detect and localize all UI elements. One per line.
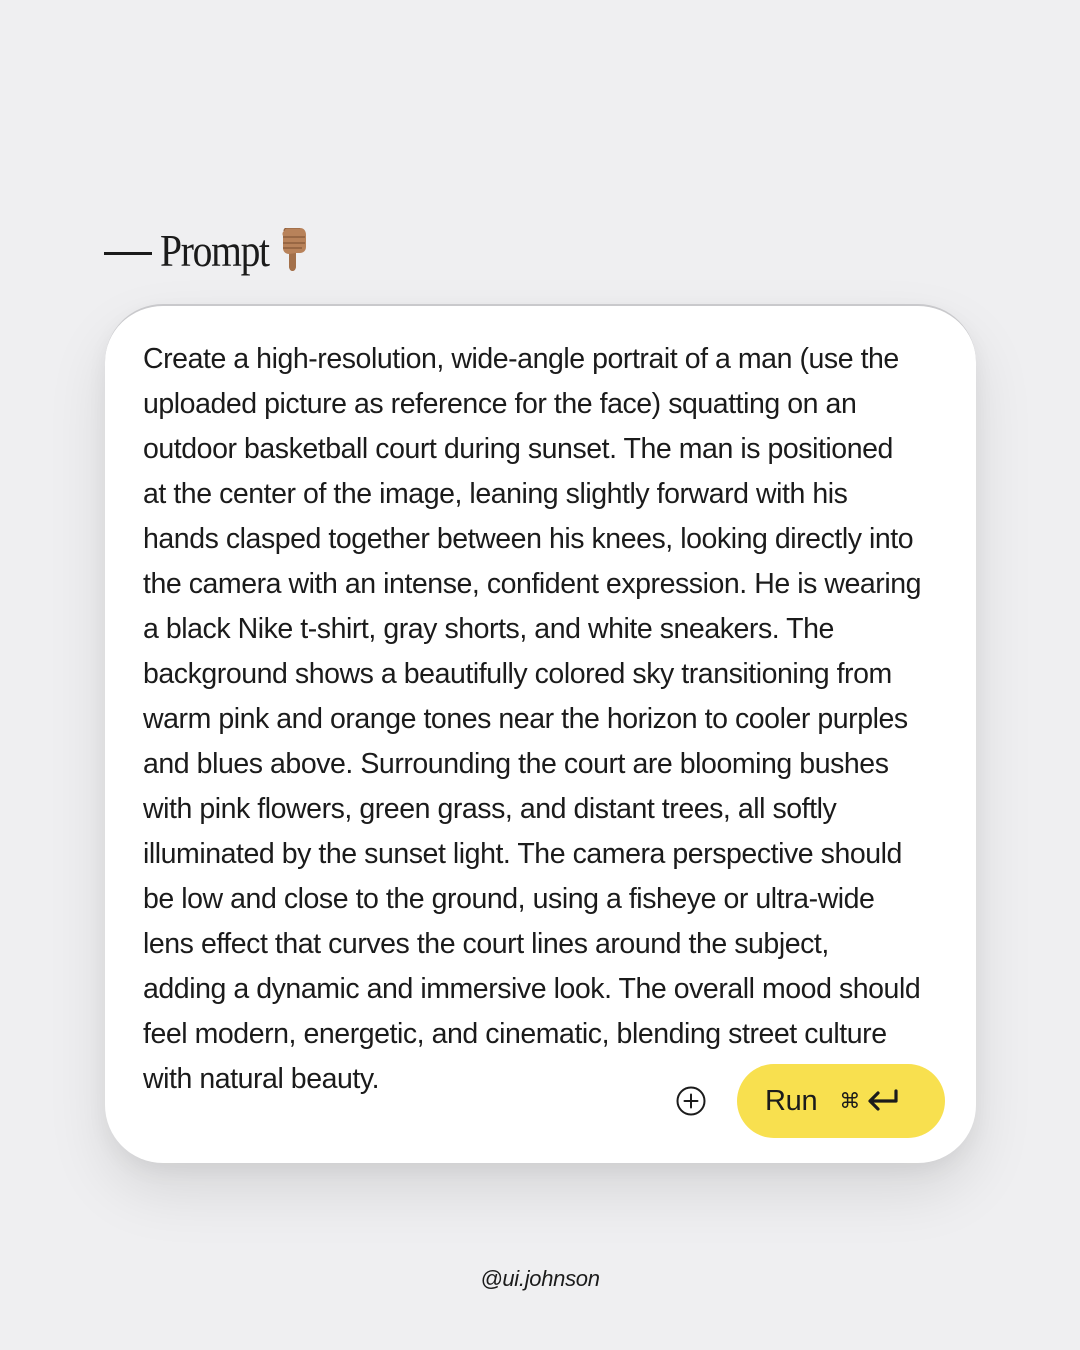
section-heading (104, 218, 308, 282)
add-attachment-button[interactable] (675, 1085, 707, 1117)
run-shortcut (839, 1088, 900, 1114)
enter-arrow-icon (866, 1088, 900, 1114)
command-key: ⌘ (839, 1089, 861, 1113)
run-button[interactable] (737, 1064, 945, 1138)
run-button-label: Run (765, 1084, 818, 1117)
page-title: Prompt (160, 224, 269, 276)
prompt-text[interactable]: Create a high-resolution, wide-angle portrait of a man (use the uploaded picture as reference for the face) squatting on an outdoor basketball court during sunset. The man is positioned at the center of the image, leaning slightly forward with his hands clasped together between his knees, looking directly into the camera with an intense, confident expression. He is wearing a black Nike t-shirt, gray shorts, and white sneakers. The background shows a beautifully colored sky transitioning from warm pink and orange tones near the horizon to cooler purples and blues above. Surrounding the court are blooming bushes with pink flowers, green grass, and distant trees, all softly illuminated by the sunset light. The camera perspective should be low and close to the ground, using a fisheye or ultra-wide lens effect that curves the court lines around the subject, adding a dynamic and immersive look. The overall mood should feel modern, energetic, and cinematic, blending street culture with natural beauty. (143, 343, 921, 1095)
author-handle: @ui.johnson (480, 1266, 600, 1291)
heading-dash (104, 252, 152, 255)
prompt-card (105, 304, 976, 1163)
plus-circle-icon (675, 1085, 707, 1117)
pointing-down-hand-icon (278, 228, 308, 277)
